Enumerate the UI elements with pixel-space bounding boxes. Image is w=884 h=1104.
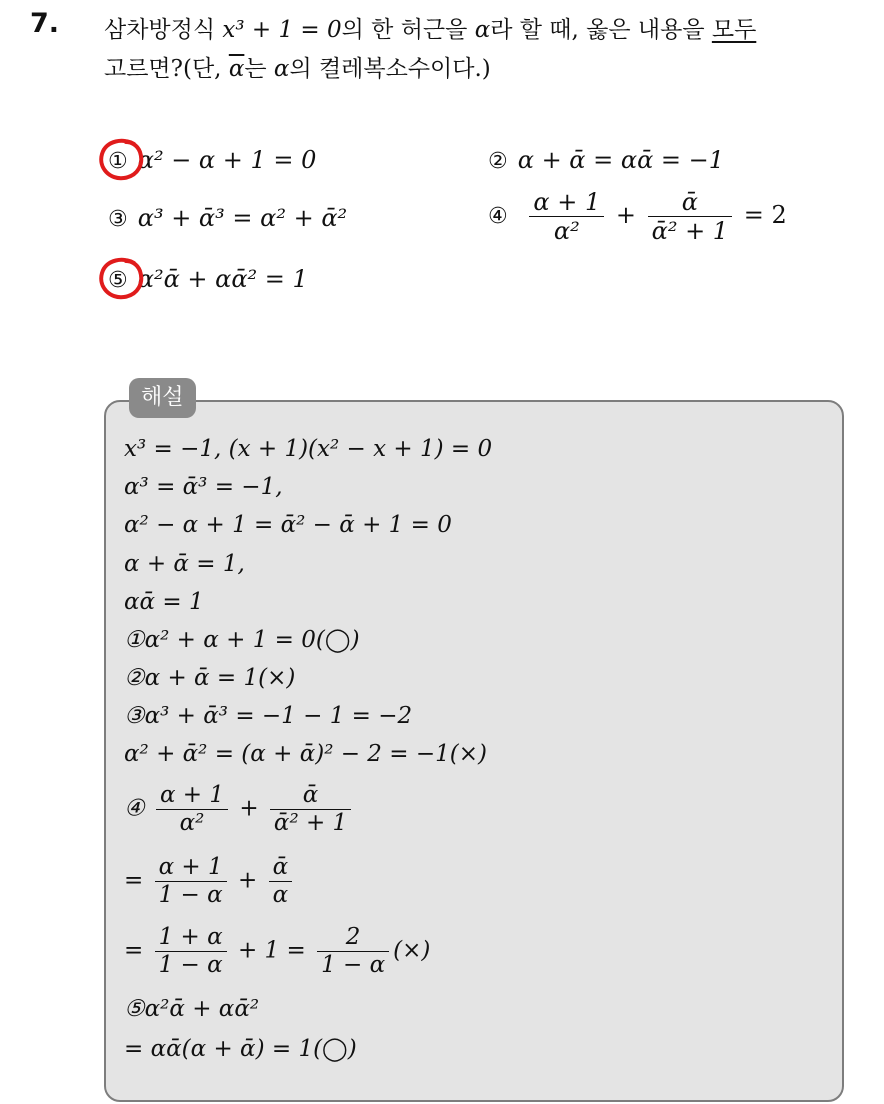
plus-sign: + (237, 867, 258, 894)
solution-tail-line-2: = αᾱ(α + ᾱ) = 1(◯) (124, 1036, 357, 1062)
choice-1-expression: α² − α + 1 = 0 (137, 146, 317, 174)
fraction (155, 854, 227, 909)
question-text: 의 켤레복소수이다.) (289, 56, 491, 82)
alpha-symbol: α (474, 17, 491, 43)
numerator: α + 1 (529, 188, 604, 217)
choice-5[interactable] (108, 265, 308, 293)
plus-sign: + (615, 201, 636, 229)
solution-line-8: ③α³ + ᾱ³ = −1 − 1 = −2 (124, 703, 413, 729)
solution-line-3: α² − α + 1 = ᾱ² − ᾱ + 1 = 0 (124, 512, 452, 538)
solution-line-9: α² + ᾱ² = (α + ᾱ)² − 2 = −1(×) (124, 741, 487, 767)
solution-line-6: ①α² + α + 1 = 0(◯) (124, 627, 360, 653)
middle-text: + 1 = (237, 937, 306, 964)
numerator: 1 + α (155, 924, 227, 952)
numerator: α + 1 (156, 782, 228, 810)
solution-fraction-line-3 (124, 924, 430, 979)
solution-fraction-line-1 (124, 782, 355, 837)
numerator: 2 (317, 924, 389, 952)
denominator: 1 − α (321, 952, 386, 978)
question-text-line-2 (104, 50, 491, 83)
suffix: (×) (393, 937, 431, 964)
denominator: 1 − α (158, 952, 223, 978)
alpha-bar-symbol: $\overline{\alpha}$ (228, 56, 245, 82)
choice-3-marker: ③ (108, 207, 128, 232)
denominator: α² (553, 217, 580, 245)
fraction (156, 782, 228, 837)
choice-4-fraction-1 (529, 188, 604, 245)
denominator: ᾱ² + 1 (651, 217, 729, 245)
denominator: α² (179, 810, 205, 836)
choice-2[interactable] (488, 146, 724, 174)
question-text: 고르면?(단, (104, 56, 229, 82)
question-text: 의 한 허근을 (341, 17, 475, 43)
numerator: ᾱ (648, 188, 732, 217)
prefix: = (124, 937, 144, 964)
prefix: = (124, 867, 144, 894)
denominator: α (272, 882, 289, 908)
solution-tab: 해설 (129, 378, 196, 418)
numerator: α + 1 (155, 854, 227, 882)
solution-line-5: αᾱ = 1 (124, 589, 204, 615)
solution-line-2: α³ = ᾱ³ = −1, (124, 474, 283, 500)
question-number: 7. (30, 8, 60, 39)
fraction (270, 782, 351, 837)
question-text: 라 할 때, 옳은 내용을 (490, 17, 712, 43)
fraction (317, 924, 389, 979)
choice-4[interactable] (488, 188, 787, 245)
choice-2-expression: α + ᾱ = αᾱ = −1 (517, 146, 725, 174)
choice-1[interactable] (108, 146, 316, 174)
denominator: 1 − α (158, 882, 223, 908)
solution-line-4: α + ᾱ = 1, (124, 551, 245, 577)
choice-2-marker: ② (488, 149, 508, 174)
equals-rhs: = 2 (743, 201, 787, 229)
solution-line-7: ②α + ᾱ = 1(×) (124, 665, 296, 691)
fraction (155, 924, 227, 979)
question-text: 는 (244, 56, 274, 82)
solution-fraction-line-2 (124, 854, 296, 909)
choice-4-marker: ④ (488, 204, 508, 229)
choice-1-marker: ① (108, 149, 128, 174)
prefix: ④ (124, 795, 145, 822)
choice-3-expression: α³ + ᾱ³ = α² + ᾱ² (137, 204, 348, 232)
fraction (269, 854, 293, 909)
numerator: ᾱ (269, 854, 293, 882)
question-text-line-1 (104, 11, 756, 44)
equation: x³ + 1 = 0 (222, 17, 342, 43)
solution-tail-line-1: ⑤α²ᾱ + αᾱ² (124, 996, 260, 1022)
question-text: 삼차방정식 (104, 17, 223, 43)
choice-4-fraction-2 (648, 188, 732, 245)
solution-line-1: x³ = −1, (x + 1)(x² − x + 1) = 0 (124, 436, 493, 462)
choice-5-expression: α²ᾱ + αᾱ² = 1 (137, 265, 308, 293)
numerator: ᾱ (270, 782, 351, 810)
alpha-symbol: α (273, 56, 290, 82)
plus-sign: + (239, 795, 259, 822)
choice-5-marker: ⑤ (108, 268, 128, 293)
choice-3[interactable] (108, 204, 347, 232)
denominator: ᾱ² + 1 (273, 810, 348, 836)
underlined-word: 모두 (711, 17, 757, 43)
